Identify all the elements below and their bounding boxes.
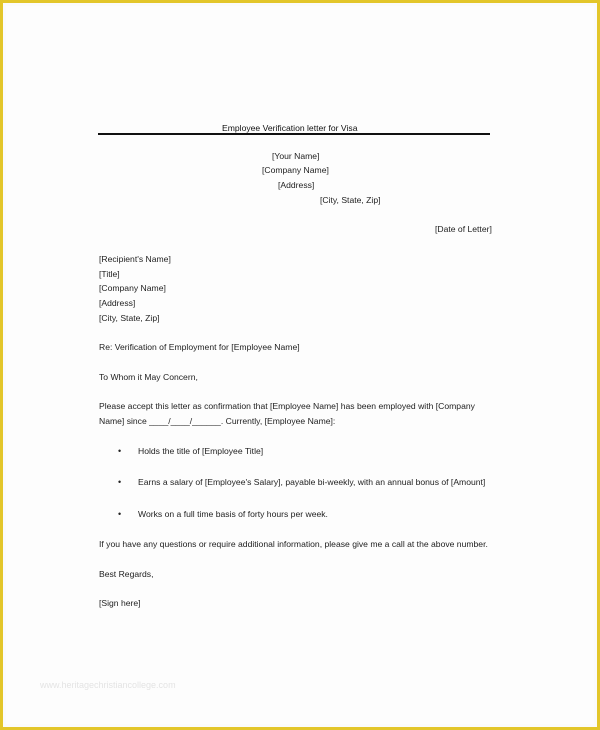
sender-address: [Address]	[278, 180, 315, 190]
title-rule	[98, 133, 490, 135]
bullet-dot: •	[118, 446, 122, 456]
bullet-item-3: Works on a full time basis of forty hours per week.	[138, 509, 328, 519]
bullet-item-1: Holds the title of [Employee Title]	[138, 446, 264, 456]
signature-placeholder: [Sign here]	[99, 598, 141, 608]
recipient-title: [Title]	[99, 269, 120, 279]
subject-line: Re: Verification of Employment for [Employee Name]	[99, 342, 300, 352]
recipient-address: [Address]	[99, 298, 136, 308]
sender-city: [City, State, Zip]	[320, 195, 381, 205]
letter-page	[6, 6, 594, 724]
recipient-city: [City, State, Zip]	[99, 313, 160, 323]
letter-date: [Date of Letter]	[435, 224, 492, 234]
bullet-dot: •	[118, 477, 122, 487]
watermark: www.heritagechristiancollege.com	[40, 680, 176, 690]
letter-title: Employee Verification letter for Visa	[222, 123, 358, 133]
sign-off: Best Regards,	[99, 569, 154, 579]
closing-text: If you have any questions or require additional information, please give me a call at the above number.	[99, 539, 488, 549]
bullet-dot: •	[118, 509, 122, 519]
salutation: To Whom it May Concern,	[99, 372, 198, 382]
recipient-name: [Recipient's Name]	[99, 254, 171, 264]
body-line-2: Name] since ____/____/______. Currently, [Employee Name]:	[99, 416, 336, 426]
sender-name: [Your Name]	[272, 151, 320, 161]
sender-company: [Company Name]	[262, 165, 329, 175]
recipient-company: [Company Name]	[99, 283, 166, 293]
body-line-1: Please accept this letter as confirmation that [Employee Name] has been employed with [Company	[99, 401, 475, 411]
bullet-item-2: Earns a salary of [Employee's Salary], payable bi-weekly, with an annual bonus of [Amount]	[138, 477, 486, 487]
